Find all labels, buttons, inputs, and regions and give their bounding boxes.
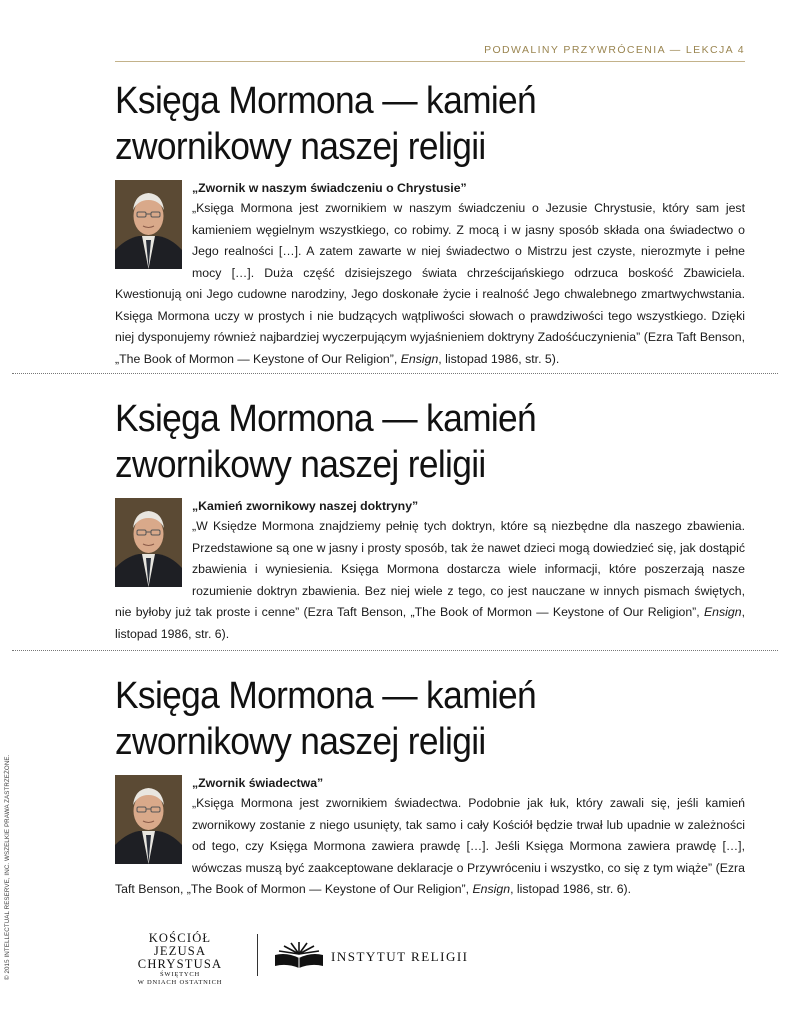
card-title-line2: zwornikowy naszej religii xyxy=(115,721,486,763)
quote-text xyxy=(115,793,745,901)
quote-card-2 xyxy=(115,396,745,645)
footer-separator xyxy=(257,934,258,976)
copyright-notice xyxy=(0,754,20,980)
card-title xyxy=(115,396,701,488)
church-name-line1: KOŚCIÓŁ xyxy=(148,931,212,945)
portrait-photo xyxy=(115,775,182,864)
quote-heading: „Zwornik świadectwa” xyxy=(192,776,324,790)
quote-body: „Księga Mormona jest zwornikiem świadectwa. Podobnie jak łuk, który zawali się, jeśli kamień zwornikowy zostanie z niego usunięty, tak samo i cały Kościół będzie trwał lub upadnie w zależności od tego, czy Księga Mormona zawiera prawdę […]. Jeśli Księga Mormona zawiera prawdę […], wówczas muszą być zaakceptowane deklaracje o Przywróceniu i wszystko, co się z tym wiąże” (Ezra Taft Benson, „The Book of Mormon — Keystone of Our Religion”, xyxy=(115,796,745,896)
card-body xyxy=(115,498,745,645)
card-title xyxy=(115,673,701,765)
church-name-line4: W DNIACH OSTATNICH xyxy=(137,979,223,986)
quote-card-1 xyxy=(115,78,745,370)
copyright-text: © 2015 INTELLECTUAL RESERVE, INC. WSZELKIE PRAWA ZASTRZEŻONE. xyxy=(4,754,11,980)
card-title-line1: Księga Mormona — kamień xyxy=(115,398,537,440)
card-title-line1: Księga Mormona — kamień xyxy=(115,675,537,717)
running-header: PODWALINY PRZYWRÓCENIA — LEKCJA 4 xyxy=(484,44,745,56)
open-book-icon xyxy=(273,940,325,970)
dotted-divider xyxy=(12,373,778,374)
citation-work: Ensign xyxy=(400,351,439,366)
church-logo xyxy=(115,932,245,987)
quote-heading: „Zwornik w naszym świadczeniu o Chrystusie” xyxy=(192,181,467,195)
citation-end: , listopad 1986, str. 5). xyxy=(438,351,560,366)
quote-body: „Księga Mormona jest zwornikiem w naszym świadczeniu o Jezusie Chrystusie, który sam jest kamieniem węgielnym wszystkiego, co robimy. Z mocą i w jasny sposób składa ona świadectwo o Jego realności […]. A zatem zawarte w niej świadectwo o Mistrzu jest czyste, nierozmyte i pełne mocy […]. Duża część dzisiejszego świata chrześcijańskiego odrzuca boskość Zbawiciela. Kwestionują oni Jego cudowne narodziny, Jego doskonałe życie i realność Jego chwalebnego zmartwychwstania. Księga Mormona uczy w prostych i nie budzących wątpliwości słowach o prawdziwości tego wszystkiego. Dzięki niej dysponujemy również najbardziej wyczerpującym wyjaśnieniem doktryny Zadośćuczynienia” (Ezra Taft Benson, „The Book of Mormon — Keystone of Our Religion”, xyxy=(115,201,745,366)
citation-work: Ensign xyxy=(703,605,742,619)
church-name-line2: JEZUSA CHRYSTUSA xyxy=(137,944,223,971)
institute-name: INSTYTUT RELIGII xyxy=(331,949,469,964)
citation-end: , listopad 1986, str. 6). xyxy=(510,882,632,896)
card-title xyxy=(115,78,701,170)
card-body xyxy=(115,775,745,901)
citation-end: , listopad 1986, str. 6). xyxy=(115,605,745,641)
quote-card-3 xyxy=(115,673,745,901)
church-name-line3: ŚWIĘTYCH xyxy=(160,971,200,978)
header-rule xyxy=(115,61,745,62)
quote-body: „W Księdze Mormona znajdziemy pełnię tych doktryn, które są niezbędne dla naszego zbawienia. Przedstawione są one w jasny i prosty sposób, tak że nawet dzieci mogą dowiedzieć się, jak dostąpić zbawienia i wyniesienia. Księga Mormona dostarcza wiele informacji, które poszerzają nasze rozumienie doktryn zbawienia. Bez niej wiele z tego, co jest nauczane w innych pismach świętych, nie byłoby już tak proste i cenne” (Ezra Taft Benson, „The Book of Mormon — Keystone of Our Religion”, xyxy=(115,519,745,619)
card-title-line2: zwornikowy naszej religii xyxy=(115,126,486,168)
card-title-line2: zwornikowy naszej religii xyxy=(115,444,486,486)
quote-text xyxy=(115,516,745,645)
quote-heading: „Kamień zwornikowy naszej doktryny” xyxy=(192,499,419,513)
portrait-photo xyxy=(115,498,182,587)
dotted-divider xyxy=(12,650,778,651)
card-title-line1: Księga Mormona — kamień xyxy=(115,80,537,122)
citation-work: Ensign xyxy=(472,882,511,896)
quote-text xyxy=(115,198,745,370)
footer xyxy=(115,931,535,986)
portrait-photo xyxy=(115,180,182,269)
card-body xyxy=(115,180,745,370)
